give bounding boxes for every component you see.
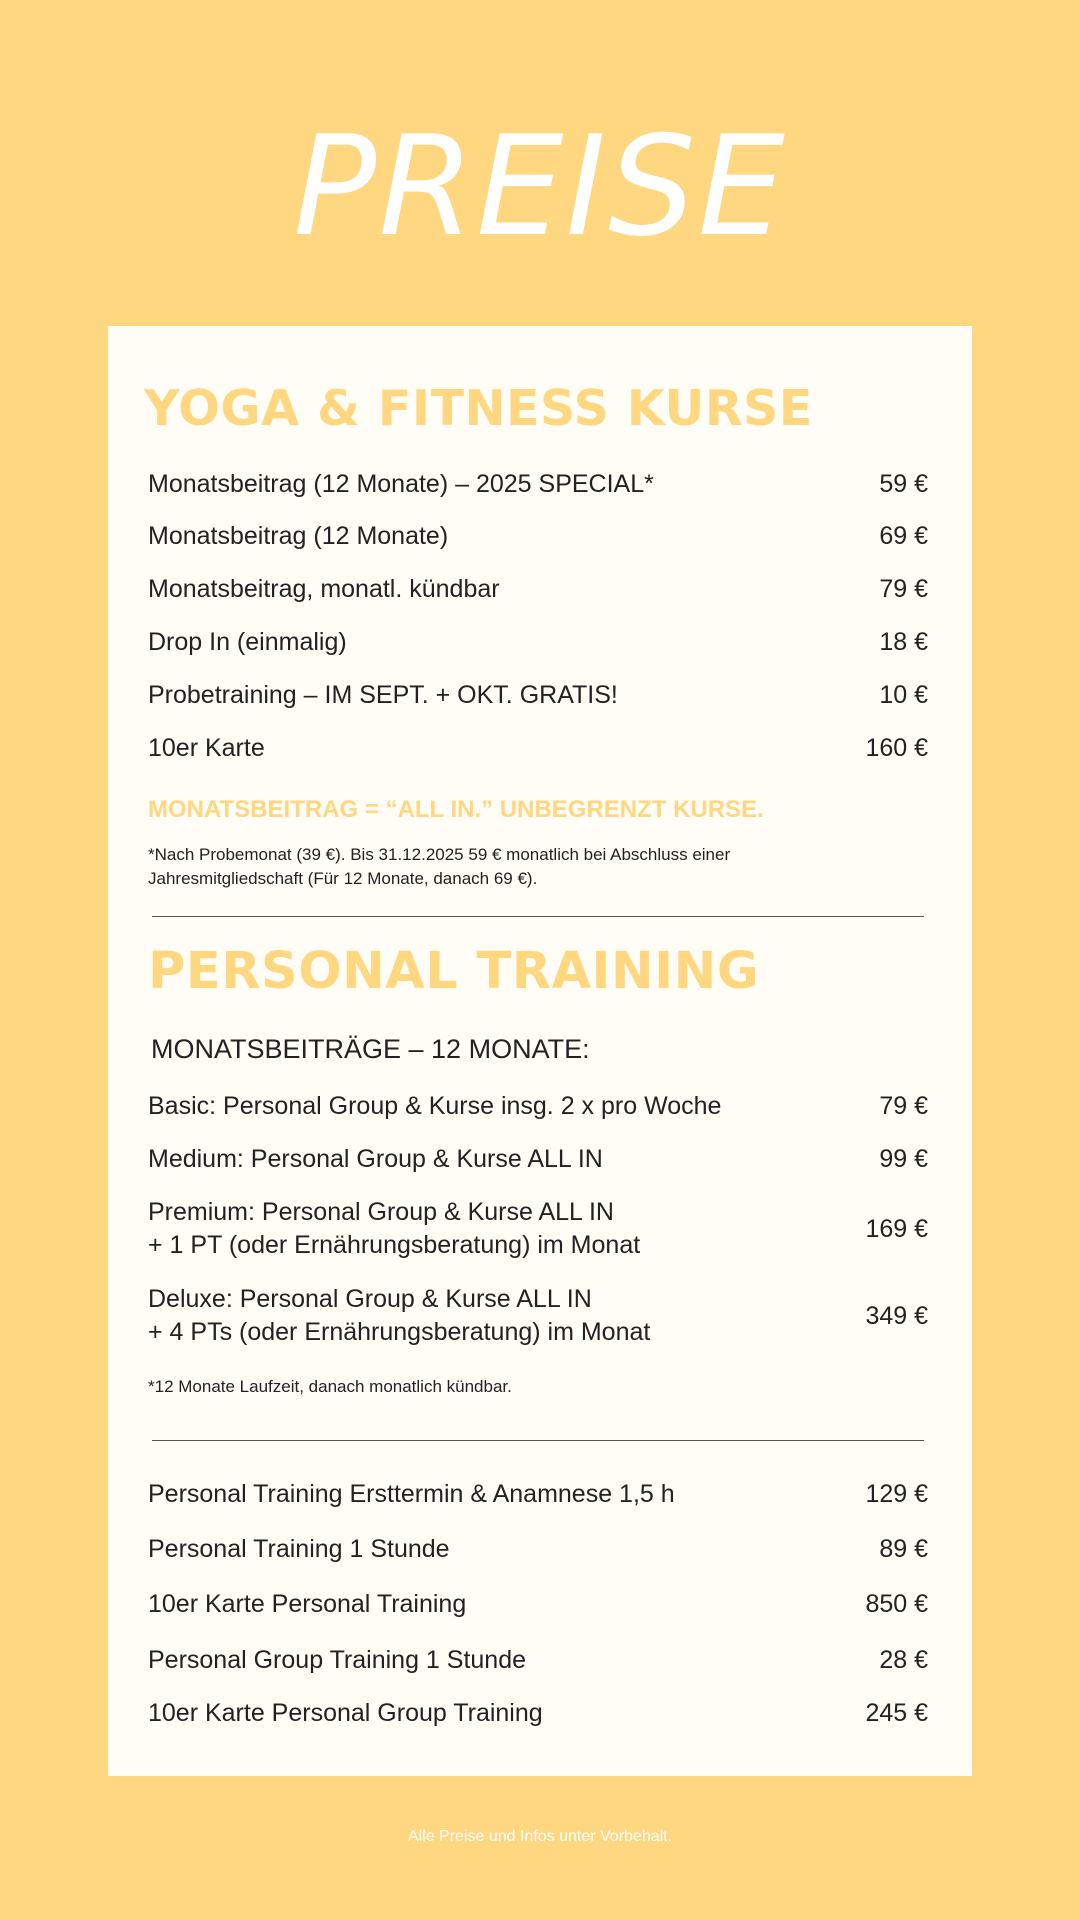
plan-row — [148, 1283, 928, 1349]
price-row — [148, 732, 928, 765]
plan-row-price: 349 € — [865, 1301, 928, 1330]
plan-row — [148, 1143, 928, 1176]
price-row — [148, 679, 928, 712]
price-row-label: Monatsbeitrag, monatl. kündbar — [148, 575, 500, 603]
price-row — [148, 468, 928, 501]
plans-footnote: *12 Monate Laufzeit, danach monatlich kündbar. — [148, 1377, 512, 1396]
section-divider — [152, 1440, 924, 1441]
session-row-price: 245 € — [865, 1699, 928, 1727]
session-row-label: 10er Karte Personal Training — [148, 1590, 467, 1618]
price-row-label: Monatsbeitrag (12 Monate) — [148, 522, 449, 550]
price-card — [108, 326, 972, 1776]
session-row — [148, 1644, 928, 1677]
session-row-price: 129 € — [865, 1480, 928, 1508]
price-row-label: Drop In (einmalig) — [148, 628, 347, 656]
price-row — [148, 520, 928, 553]
session-row-price: 89 € — [879, 1535, 928, 1563]
plan-row-label: Deluxe: Personal Group & Kurse ALL IN + 4 PTs (oder Ernährungsberatung) im Monat — [148, 1285, 651, 1346]
plan-row — [148, 1090, 928, 1123]
price-row — [148, 573, 928, 606]
session-row-label: Personal Training 1 Stunde — [148, 1535, 450, 1563]
page-title: PREISE — [293, 106, 787, 267]
price-row-price: 18 € — [879, 628, 928, 656]
plan-row-label: Medium: Personal Group & Kurse ALL IN — [148, 1145, 603, 1173]
price-row-price: 10 € — [879, 681, 928, 709]
session-row — [148, 1697, 928, 1730]
section-divider — [152, 916, 924, 917]
price-row-price: 69 € — [879, 522, 928, 550]
session-row-price: 28 € — [879, 1646, 928, 1674]
plan-row-price: 99 € — [879, 1145, 928, 1173]
plan-row-price: 79 € — [879, 1092, 928, 1120]
price-row — [148, 626, 928, 659]
yoga-fitness-heading: YOGA & FITNESS KURSE — [144, 380, 813, 437]
price-row-price: 79 € — [879, 575, 928, 603]
personal-training-heading: PERSONAL TRAINING — [148, 942, 760, 1001]
session-row-label: Personal Training Ersttermin & Anamnese 1,5 h — [148, 1480, 675, 1508]
price-row-label: 10er Karte — [148, 734, 265, 762]
plan-row-label: Basic: Personal Group & Kurse insg. 2 x pro Woche — [148, 1092, 722, 1120]
price-row-price: 160 € — [865, 734, 928, 762]
price-row-price: 59 € — [879, 470, 928, 498]
session-row — [148, 1478, 928, 1511]
plan-row-price: 169 € — [865, 1214, 928, 1243]
price-row-label: Probetraining – IM SEPT. + OKT. GRATIS! — [148, 681, 618, 709]
monthly-fees-subheading: MONATSBEITRÄGE – 12 MONATE: — [151, 1034, 590, 1064]
all-in-tagline: MONATSBEITRAG = “ALL IN.” UNBEGRENZT KURSE. — [148, 796, 764, 823]
session-row — [148, 1533, 928, 1566]
session-row — [148, 1588, 928, 1621]
session-row-label: 10er Karte Personal Group Training — [148, 1699, 543, 1727]
price-row-label: Monatsbeitrag (12 Monate) – 2025 SPECIAL* — [148, 470, 654, 498]
session-row-label: Personal Group Training 1 Stunde — [148, 1646, 527, 1674]
disclaimer-footer: Alle Preise und Infos unter Vorbehalt. — [407, 1828, 673, 1845]
yoga-footnote: *Nach Probemonat (39 €). Bis 31.12.2025 59 € monatlich bei Abschluss einer Jahresmitgliedschaft (Für 12 Monate, danach 69 €). — [148, 845, 731, 888]
session-row-price: 850 € — [865, 1590, 928, 1618]
plan-row-label: Premium: Personal Group & Kurse ALL IN + 1 PT (oder Ernährungsberatung) im Monat — [148, 1198, 641, 1259]
plan-row — [148, 1196, 928, 1262]
